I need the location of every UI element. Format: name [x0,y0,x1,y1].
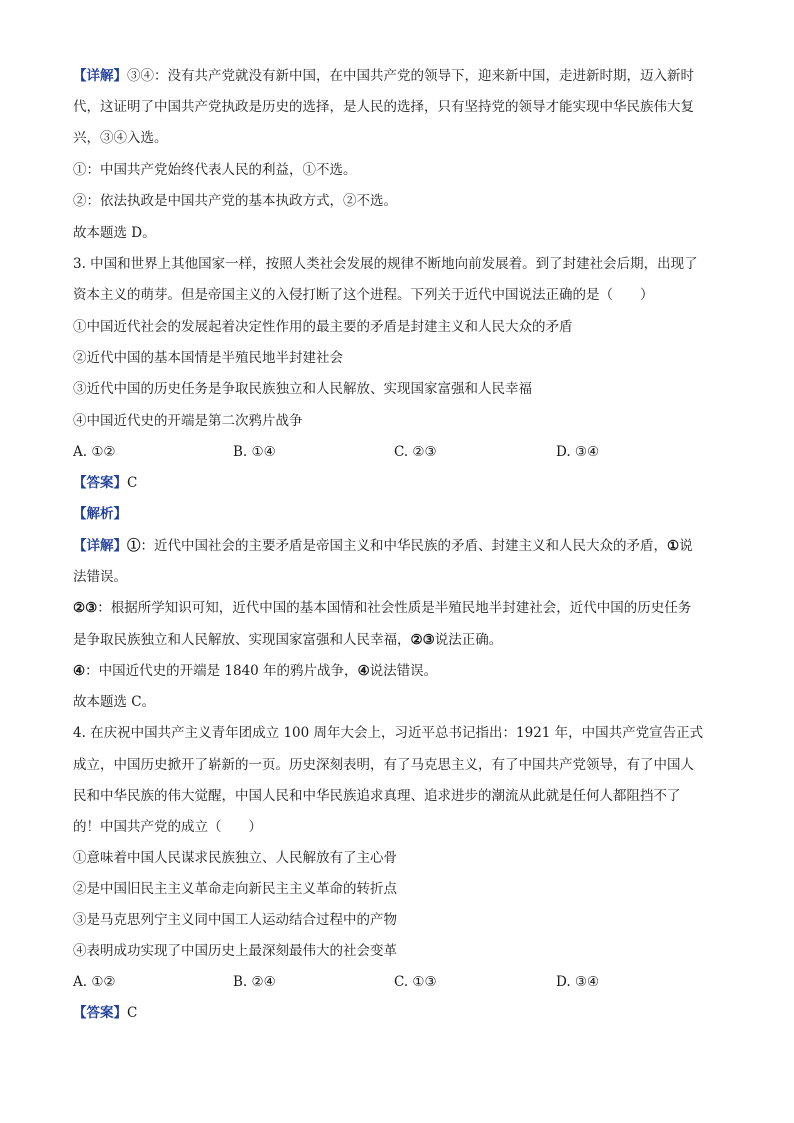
q3-statement-2: ②近代中国的基本国情是半殖民地半封建社会 [73,350,343,366]
q3-stem-line-1: 3. 中国和世界上其他国家一样，按照人类社会发展的规律不断地向前发展着。到了封建社会后期，出现了 [73,256,698,272]
q2-explain-line-5: ②：依法执政是中国共产党的基本执政方式，②不选。 [73,193,397,209]
q3-detail-line-1: 【详解】①：近代中国社会的主要矛盾是帝国主义和中华民族的矛盾、封建主义和人民大众的矛盾，①说 [73,538,693,554]
q4-statement-4: ④表明成功实现了中国历史上最深刻最伟大的社会变革 [73,943,397,959]
q4-stem-line-3: 民和中华民族的伟大觉醒，中国人民和中华民族追求真理、追求进步的潮流从此就是任何人都阻挡不了 [73,788,681,804]
analysis-tag: 【解析】 [73,506,127,522]
detail-tag: 【详解】 [73,68,127,84]
q3-option-c: C. ②③ [394,444,437,460]
q3-statement-4: ④中国近代史的开端是第二次鸦片战争 [73,413,303,429]
q4-answer-line [73,1004,733,1022]
detail-tag: 【详解】 [73,538,127,554]
q3-statement-3: ③近代中国的历史任务是争取民族独立和人民解放、实现国家富强和人民幸福 [73,381,532,397]
q3-analysis-line [73,505,733,523]
q3-answer-value: C [127,475,138,491]
q3-detail-line-5: ④：中国近代史的开端是 1840 年的鸦片战争，④说法错误。 [73,663,438,679]
q3-detail-line-2: 法错误。 [73,569,127,585]
q2-explain-line-2: 代，这证明了中国共产党执政是历史的选择，是人民的选择，只有坚持党的领导才能实现中华民族伟大复 [73,99,694,115]
q3-detail-line-4: 是争取民族独立和人民解放、实现国家富强和人民幸福，②③说法正确。 [73,632,503,648]
q4-stem-line-1: 4. 在庆祝中国共产主义青年团成立 100 周年大会上，习近平总书记指出：1921 年，中国共产党宣告正式 [73,725,704,741]
q2-explain-line-3: 兴，③④入选。 [73,130,168,146]
q3-stem-line-2: 资本主义的萌芽。但是帝国主义的入侵打断了这个进程。下列关于近代中国说法正确的是（ ） [73,287,654,303]
q4-statement-3: ③是马克思列宁主义同中国工人运动结合过程中的产物 [73,912,397,928]
q3-option-d: D. ③④ [556,444,600,460]
q4-statement-1: ①意味着中国人民谋求民族独立、人民解放有了主心骨 [73,850,397,866]
q4-answer-value: C [127,1005,138,1021]
q4-stem-line-2: 成立，中国历史掀开了崭新的一页。历史深刻表明，有了马克思主义，有了中国共产党领导，有了中国人 [73,757,694,773]
q4-option-a: A. ①② [73,974,116,990]
q3-answer-line [73,474,733,492]
q2-explain-line-4: ①：中国共产党始终代表人民的利益，①不选。 [73,162,357,178]
answer-tag: 【答案】 [73,475,127,491]
q4-statement-2: ②是中国旧民主主义革命走向新民主主义革命的转折点 [73,881,397,897]
q3-option-b: B. ①④ [233,444,276,460]
q4-option-d: D. ③④ [556,974,600,990]
q4-option-c: C. ①③ [394,974,437,990]
q3-detail-line-3: ②③：根据所学知识可知，近代中国的基本国情和社会性质是半殖民地半封建社会，近代中国的历史任务 [73,600,692,616]
q3-statement-1: ①中国近代社会的发展起着决定性作用的最主要的矛盾是封建主义和人民大众的矛盾 [73,319,573,335]
q4-option-b: B. ②④ [233,974,276,990]
q3-option-a: A. ①② [73,444,116,460]
q3-conclusion: 故本题选 C。 [73,694,156,710]
q2-conclusion: 故本题选 D。 [73,225,156,241]
q4-stem-line-4: 的！中国共产党的成立（ ） [73,819,262,835]
answer-tag: 【答案】 [73,1005,127,1021]
q2-explain-line-1: 【详解】③④：没有共产党就没有新中国，在中国共产党的领导下，迎来新中国，走进新时期，迈入新时 [73,68,694,84]
